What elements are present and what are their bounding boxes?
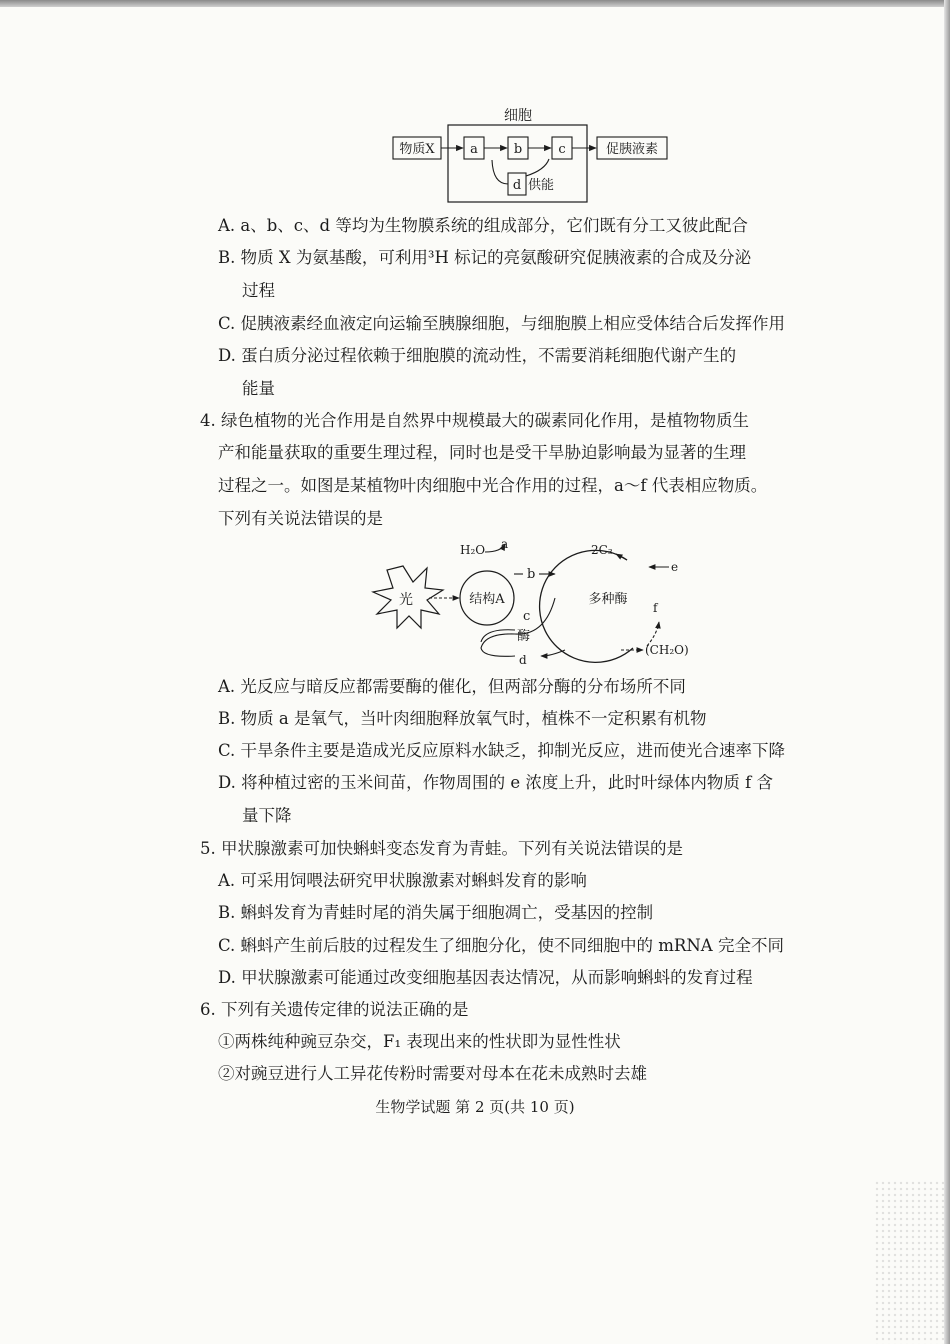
scan-top-border [0, 0, 950, 7]
cell-title: 细胞 [504, 108, 532, 124]
q4-stem-line-4: 下列有关说法错误的是 [218, 509, 383, 528]
carbohydrate-label: (CH₂O) [645, 643, 689, 657]
light-label: 光 [399, 592, 413, 608]
q4-stem-line-1: 4. 绿色植物的光合作用是自然界中规模最大的碳素同化作用，是植物物质生 [200, 411, 749, 430]
q5-option-c: C. 蝌蚪产生前后肢的过程发生了细胞分化，使不同细胞中的 mRNA 完全不同 [218, 936, 784, 955]
scan-noise [874, 1180, 944, 1344]
q5-stem: 5. 甲状腺激素可加快蝌蚪变态发育为青蛙。下列有关说法错误的是 [200, 839, 683, 858]
q6-stem: 6. 下列有关遗传定律的说法正确的是 [200, 1000, 469, 1019]
organelle-d-label: d [512, 178, 522, 193]
scan-right-border [944, 0, 950, 1344]
structure-a-label: 结构A [469, 592, 505, 607]
organelle-b-label: b [513, 142, 523, 157]
q6-item-1: ①两株纯种豌豆杂交，F₁ 表现出来的性状即为显性性状 [218, 1032, 621, 1051]
q3-option-a: A. a、b、c、d 等均为生物膜系统的组成部分，它们既有分工又彼此配合 [218, 216, 748, 235]
q4-stem-line-3: 过程之一。如图是某植物叶肉细胞中光合作用的过程，a～f 代表相应物质。 [218, 476, 768, 495]
c3-arrow [616, 554, 627, 560]
q4-option-c: C. 干旱条件主要是造成光反应原料水缺乏，抑制光反应，进而使光合速率下降 [218, 741, 786, 760]
photosynthesis-diagram [365, 538, 710, 670]
q4-stem-line-2: 产和能量获取的重要生理过程，同时也是受干旱胁迫影响最为显著的生理 [218, 443, 746, 462]
secretion-diagram [385, 100, 685, 205]
substance-x-label: 物质X [399, 142, 435, 157]
q5-option-b: B. 蝌蚪发育为青蛙时尾的消失属于细胞凋亡，受基因的控制 [218, 903, 654, 922]
q4-option-a: A. 光反应与暗反应都需要酶的催化，但两部分酶的分布场所不同 [218, 677, 686, 696]
label-d: d [519, 653, 527, 667]
q4-option-d-cont: 量下降 [242, 806, 292, 825]
organelle-a-label: a [470, 142, 478, 157]
energy-label: 供能 [528, 178, 555, 193]
organelle-c-label: c [558, 142, 566, 157]
q3-option-c: C. 促胰液素经血液定向运输至胰腺细胞，与细胞膜上相应受体结合后发挥作用 [218, 314, 786, 333]
q3-option-d-cont: 能量 [242, 379, 275, 398]
label-e: e [671, 560, 679, 574]
product-label: 促胰液素 [605, 142, 659, 157]
q4-option-d: D. 将种植过密的玉米间苗，作物周围的 e 浓度上升，此时叶绿体内物质 f 含 [218, 773, 773, 792]
q3-option-b: B. 物质 X 为氨基酸，可利用³H 标记的亮氨酸研究促胰液素的合成及分泌 [218, 248, 752, 267]
q6-item-2: ②对豌豆进行人工异花传粉时需要对母本在花未成熟时去雄 [218, 1064, 647, 1083]
water-label: H₂O [460, 543, 486, 557]
q4-option-b: B. 物质 a 是氧气，当叶肉细胞释放氧气时，植株不一定积累有机物 [218, 709, 707, 728]
c3-label: 2C₃ [591, 543, 613, 557]
q5-option-d: D. 甲状腺激素可能通过改变细胞基因表达情况，从而影响蝌蚪的发育过程 [218, 968, 753, 987]
label-c: c [523, 609, 531, 624]
label-a: a [501, 538, 509, 551]
label-f: f [653, 601, 658, 615]
q3-option-d: D. 蛋白质分泌过程依赖于细胞膜的流动性，不需要消耗细胞代谢产生的 [218, 346, 737, 365]
enzyme-label: 酶 [517, 629, 531, 644]
page-footer: 生物学试题 第 2 页(共 10 页) [375, 1098, 575, 1116]
q3-option-b-cont: 过程 [242, 281, 275, 300]
enzymes-label: 多种酶 [588, 592, 628, 607]
label-b: b [527, 567, 536, 582]
q5-option-a: A. 可采用饲喂法研究甲状腺激素对蝌蚪发育的影响 [218, 871, 587, 890]
